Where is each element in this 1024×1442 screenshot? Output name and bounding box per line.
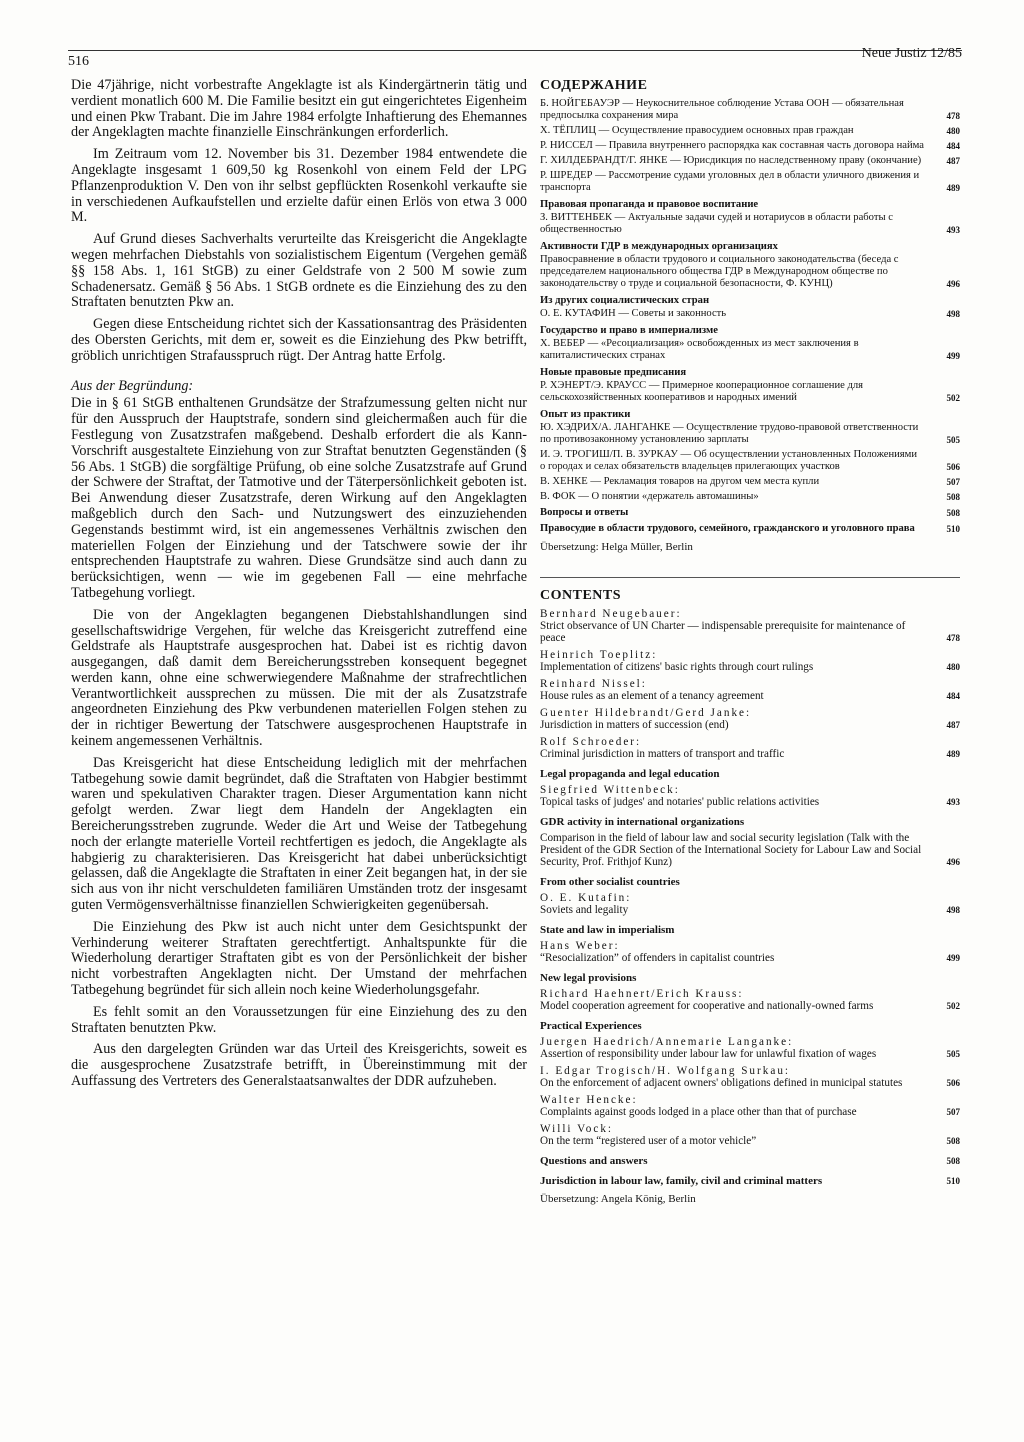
toc-section-heading: GDR activity in international organizations bbox=[540, 816, 745, 828]
toc-entry: Г. ХИЛДЕБРАНДТ/Г. ЯНКЕ — Юрисдикция по наследственному праву (окончание) 487 bbox=[540, 155, 960, 166]
toc-section-heading: From other socialist countries bbox=[540, 876, 680, 888]
paragraph: Die von der Angeklagten begangenen Diebstahlshandlungen sind gesellschaftswidrige Vergehen, für welche das Kreisgericht zutreffend eine Geldstrafe als Hauptstrafe ausgesprochen hat. Dabei ist es richtig davon ausgegangen, daß damit dem Bereicherungsstreben konsequent begegnet werden kann, ohne eine schwerwiegendere Maßnahme der strafrechtlichen Verantwortlichkeit aussprechen zu müssen. Die mit der als Zusatzstrafe angeordneten Einziehung des Pkw verbundenen materiellen Folgen stehen zu der in richtiger Bewertung der Tatschwere ausgesprochenen Hauptstrafe in keinem angemessenen Verhältnis. bbox=[71, 606, 527, 750]
toc-entry: Reinhard Nissel: House rules as an element of a tenancy agreement 484 bbox=[540, 678, 960, 702]
toc-section-heading: Государство и право в империализме bbox=[540, 325, 718, 336]
paragraph: Die in § 61 StGB enthaltenen Grundsätze der Strafzumessung gelten nicht nur für den Ausspruch der Hauptstrafe, sondern sind gleichermaßen auch für die Festlegung von Zusatzstrafen maßgebend. Deshalb erfordert die als Kann-Vorschrift ausgestaltete Einziehung von zur Straftat benutzten Gegenständen (§ 56 Abs. 1 StGB) die sorgfältige Prüfung, ob eine solche Zusatzstrafe auf Grund der Schwere der Straftat, der Tatmotive und der Täterpersönlichkeit geboten ist. Bei Anwendung dieser Zusatzstrafe, deren Wirkung auf den Angeklagten maßgeblich durch den Sach- und Nutzungswert des einzuziehenden Gegenstands bestimmt wird, ist ein angemessenes Verhältnis zwischen den materiellen Folgen der Einziehung und der Tatschwere sowie der ihr entsprechenden Hauptstrafe zu wahren. Diese Grundsätze sind auch dann zu berücksichtigen, wenn — wie im gegebenen Fall — eine mehrfache Tatbegehung vorliegt. bbox=[71, 395, 527, 601]
toc-entry: Guenter Hildebrandt/Gerd Janke: Jurisdiction in matters of succession (end) 487 bbox=[540, 707, 960, 731]
paragraph: Es fehlt somit an den Voraussetzungen für eine Einziehung des zu den Straftaten benutzten Pkw. bbox=[71, 1003, 527, 1036]
paragraph: Auf Grund dieses Sachverhalts verurteilte das Kreisgericht die Angeklagte wegen mehrfachen Diebstahls von sozialistischem Eigentum (Vergehen gemäß §§ 158 Abs. 1, 161 StGB) zu einer Geldstrafe von 2 500 M sowie zum Schadenersatz. Gemäß § 56 Abs. 1 StGB ordnete es die Einziehung des zu den Straftaten benutzten Pkw an. bbox=[71, 231, 527, 311]
header-rule bbox=[68, 50, 962, 51]
toc-section-heading: Practical Experiences bbox=[540, 1020, 642, 1032]
section-divider bbox=[540, 577, 960, 578]
toc-section-heading: Legal propaganda and legal education bbox=[540, 768, 720, 780]
toc-entry: Р. ХЭНЕРТ/Э. КРАУСС — Примерное кооперационное соглашение для сельскохозяйственных кооперативов и народных имений 502 bbox=[540, 380, 960, 403]
paragraph: Aus den dargelegten Gründen war das Urteil des Kreisgerichts, soweit es die ausgesprochene Zusatzstrafe betrifft, in Übereinstimmung mit der Auffassung des Vertreters des Generalstaatsanwaltes der DDR aufzuheben. bbox=[71, 1041, 527, 1090]
toc-section-heading: New legal provisions bbox=[540, 972, 637, 984]
toc-section-heading: Вопросы и ответы 508 bbox=[540, 507, 960, 518]
toc-entry: Jurisdiction in labour law, family, civil and criminal matters 510 bbox=[540, 1175, 960, 1187]
paragraph: Die 47jährige, nicht vorbestrafte Angeklagte ist als Kindergärtnerin tätig und verdient monatlich 600 M. Die Familie besitzt ein gut eingerichtetes Eigenheim und einen Pkw Trabant. Die im Jahre 1984 erfolgte Inhaftierung des Ehemannes der Angeklagten machte finanzielle Einschränkungen erforderlich. bbox=[71, 77, 527, 141]
toc-entry: Х. ТЁПЛИЦ — Осуществление правосудием основных прав граждан 480 bbox=[540, 125, 960, 136]
paragraph: Die Einziehung des Pkw ist auch nicht unter dem Gesichtspunkt der Verhinderung weiterer Straftaten gerechtfertigt. Anhaltspunkte für die Wiederholung derartiger Straftaten gibt es von der Persönlichkeit der bisher nicht vorbestraften Angeklagten nicht. Der Umstand der mehrfachen Tatbegehung begründet für sich allein noch keine Wiederholungsgefahr. bbox=[71, 918, 527, 999]
page-number: 516 bbox=[68, 54, 89, 69]
toc-section-heading: Опыт из практики bbox=[540, 409, 631, 420]
toc-entry: I. Edgar Trogisch/H. Wolfgang Surkau: On the enforcement of adjacent owners' obligations defined in municipal statutes 506 bbox=[540, 1065, 960, 1089]
toc-entry: O. E. Kutafin: Soviets and legality 498 bbox=[540, 892, 960, 916]
translator-credit: Übersetzung: Angela König, Berlin bbox=[540, 1193, 696, 1205]
toc-entry: Hans Weber: “Resocialization” of offenders in capitalist countries 499 bbox=[540, 940, 960, 964]
toc-entry: Р. ШРЕДЕР — Рассмотрение судами уголовных дел в области уличного движения и транспорта 489 bbox=[540, 170, 960, 193]
paragraph: Im Zeitraum vom 12. November bis 31. Dezember 1984 entwendete die Angeklagte insgesamt 1 609,50 kg Rosenkohl von einem Feld der LPG Pflanzenproduktion V. Den von ihr selbst gepflückten Rosenkohl verkaufte sie in verschiedenen Aufkaufstellen und erzielte dafür einen Erlös von etwa 3 000 M. bbox=[71, 146, 527, 226]
toc-entry: Ю. ХЭДРИХ/А. ЛАНГАНКЕ — Осуществление трудово-правовой ответственности по противозаконному установлению зарплаты 505 bbox=[540, 422, 960, 445]
section-subheading: Aus der Begründung: bbox=[71, 377, 194, 394]
toc-entry: О. Е. КУТАФИН — Советы и законность 498 bbox=[540, 308, 960, 319]
paragraph: Gegen diese Entscheidung richtet sich der Kassationsantrag des Präsidenten des Obersten Gerichts, mit dem er, soweit es die Einziehung des Pkw betrifft, gröblich unrichtigen Strafausspruch rügt. Der Antrag hatte Erfolg. bbox=[71, 316, 527, 364]
journal-title: Neue Justiz 12/85 bbox=[861, 46, 962, 61]
toc-entry: Richard Haehnert/Erich Krauss: Model cooperation agreement for cooperative and nationally-owned farms 502 bbox=[540, 988, 960, 1012]
translator-credit: Übersetzung: Helga Müller, Berlin bbox=[540, 541, 693, 553]
toc-section-heading: Questions and answers 508 bbox=[540, 1155, 960, 1167]
toc-section-heading: Из других социалистических стран bbox=[540, 295, 710, 306]
toc-section-heading: Активности ГДР в международных организациях bbox=[540, 241, 778, 252]
toc-entry: В. ФОК — О понятии «держатель автомашины» 508 bbox=[540, 491, 960, 502]
toc-entry: З. ВИТТЕНБЕК — Актуальные задачи судей и нотариусов в области работы с общественностью 493 bbox=[540, 212, 960, 235]
toc-entry: Р. НИССЕЛ — Правила внутреннего распорядка как составная часть договора найма 484 bbox=[540, 140, 960, 151]
toc-entry: Правосудие в области трудового, семейного, гражданского и уголовного права 510 bbox=[540, 523, 960, 534]
article-column bbox=[71, 78, 527, 1096]
toc-entry: Walter Hencke: Complaints against goods lodged in a place other than that of purchase 507 bbox=[540, 1094, 960, 1118]
toc-entry: Bernhard Neugebauer: Strict observance of UN Charter — indispensable prerequisite for maintenance of peace 478 bbox=[540, 608, 960, 644]
toc-entry: Х. ВЕБЕР — «Ресоциализация» освобожденных из мест заключения в капиталистических странах 499 bbox=[540, 338, 960, 361]
toc-entry: Comparison in the field of labour law and social security legislation (Talk with the President of the GDR Section of the International Society for Labour Law and Social Security, Prof. Frithjof Kunz) 496 bbox=[540, 832, 960, 868]
russian-toc-title: СОДЕРЖАНИЕ bbox=[540, 78, 648, 93]
paragraph: Das Kreisgericht hat diese Entscheidung lediglich mit der mehrfachen Tatbegehung sowie damit begründet, daß die Straftaten von Habgier bestimmt waren und spekulativen Charakter tragen. Dieser Argumentation kann nicht gefolgt werden. Zwar liegt dem Handeln der Angeklagten ein Bereicherungsstreben zugrunde. Weder die Art und Weise der Tatbegehung noch der erlangte materielle Vorteil rechtfertigen es jedoch, die Angeklagte als habgierig zu charakterisieren. Das Kreisgericht hat dabei unberücksichtigt gelassen, daß die Angeklagte die Straftaten in einer Zeit begangen hat, in der sie sich aus von ihr nicht verschuldeten familiären Umständen trotz der insgesamt guten Vermögensverhältnisse finanziellen Schwierigkeiten gegenübersah. bbox=[71, 754, 527, 914]
toc-entry: Правосравнение в области трудового и социального законодательства (беседа с председателем национального общества ГДР в Международном обществе по законодательству о труде и социальной безопасности, Ф. КУНЦ) 496 bbox=[540, 254, 960, 289]
english-toc-title: CONTENTS bbox=[540, 588, 622, 603]
toc-entry: Б. НОЙГЕБАУЭР — Неукоснительное соблюдение Устава ООН — обязательная предпосылка сохранения мира 478 bbox=[540, 98, 960, 121]
page-header bbox=[68, 44, 962, 72]
toc-entry: Rolf Schroeder: Criminal jurisdiction in matters of transport and traffic 489 bbox=[540, 736, 960, 760]
toc-entry: В. ХЕНКЕ — Рекламация товаров на другом чем места купли 507 bbox=[540, 476, 960, 487]
toc-section-heading: Новые правовые предписания bbox=[540, 367, 687, 378]
toc-section-heading: Правовая пропаганда и правовое воспитание bbox=[540, 199, 759, 210]
toc-entry: Willi Vock: On the term “registered user of a motor vehicle” 508 bbox=[540, 1123, 960, 1147]
english-toc bbox=[540, 588, 960, 1205]
toc-section-heading: State and law in imperialism bbox=[540, 924, 675, 936]
toc-entry: Siegfried Wittenbeck: Topical tasks of judges' and notaries' public relations activities 493 bbox=[540, 784, 960, 808]
toc-entry: И. Э. ТРОГИШ/П. В. ЗУРКАУ — Об осуществлении установленных Положениями о городах и селах обязательств владельцев прилегающих участков 506 bbox=[540, 449, 960, 472]
toc-entry: Juergen Haedrich/Annemarie Langanke: Assertion of responsibility under labour law for unlawful fixation of wages 505 bbox=[540, 1036, 960, 1060]
toc-column bbox=[540, 78, 960, 1205]
toc-entry: Heinrich Toeplitz: Implementation of citizens' basic rights through court rulings 480 bbox=[540, 649, 960, 673]
